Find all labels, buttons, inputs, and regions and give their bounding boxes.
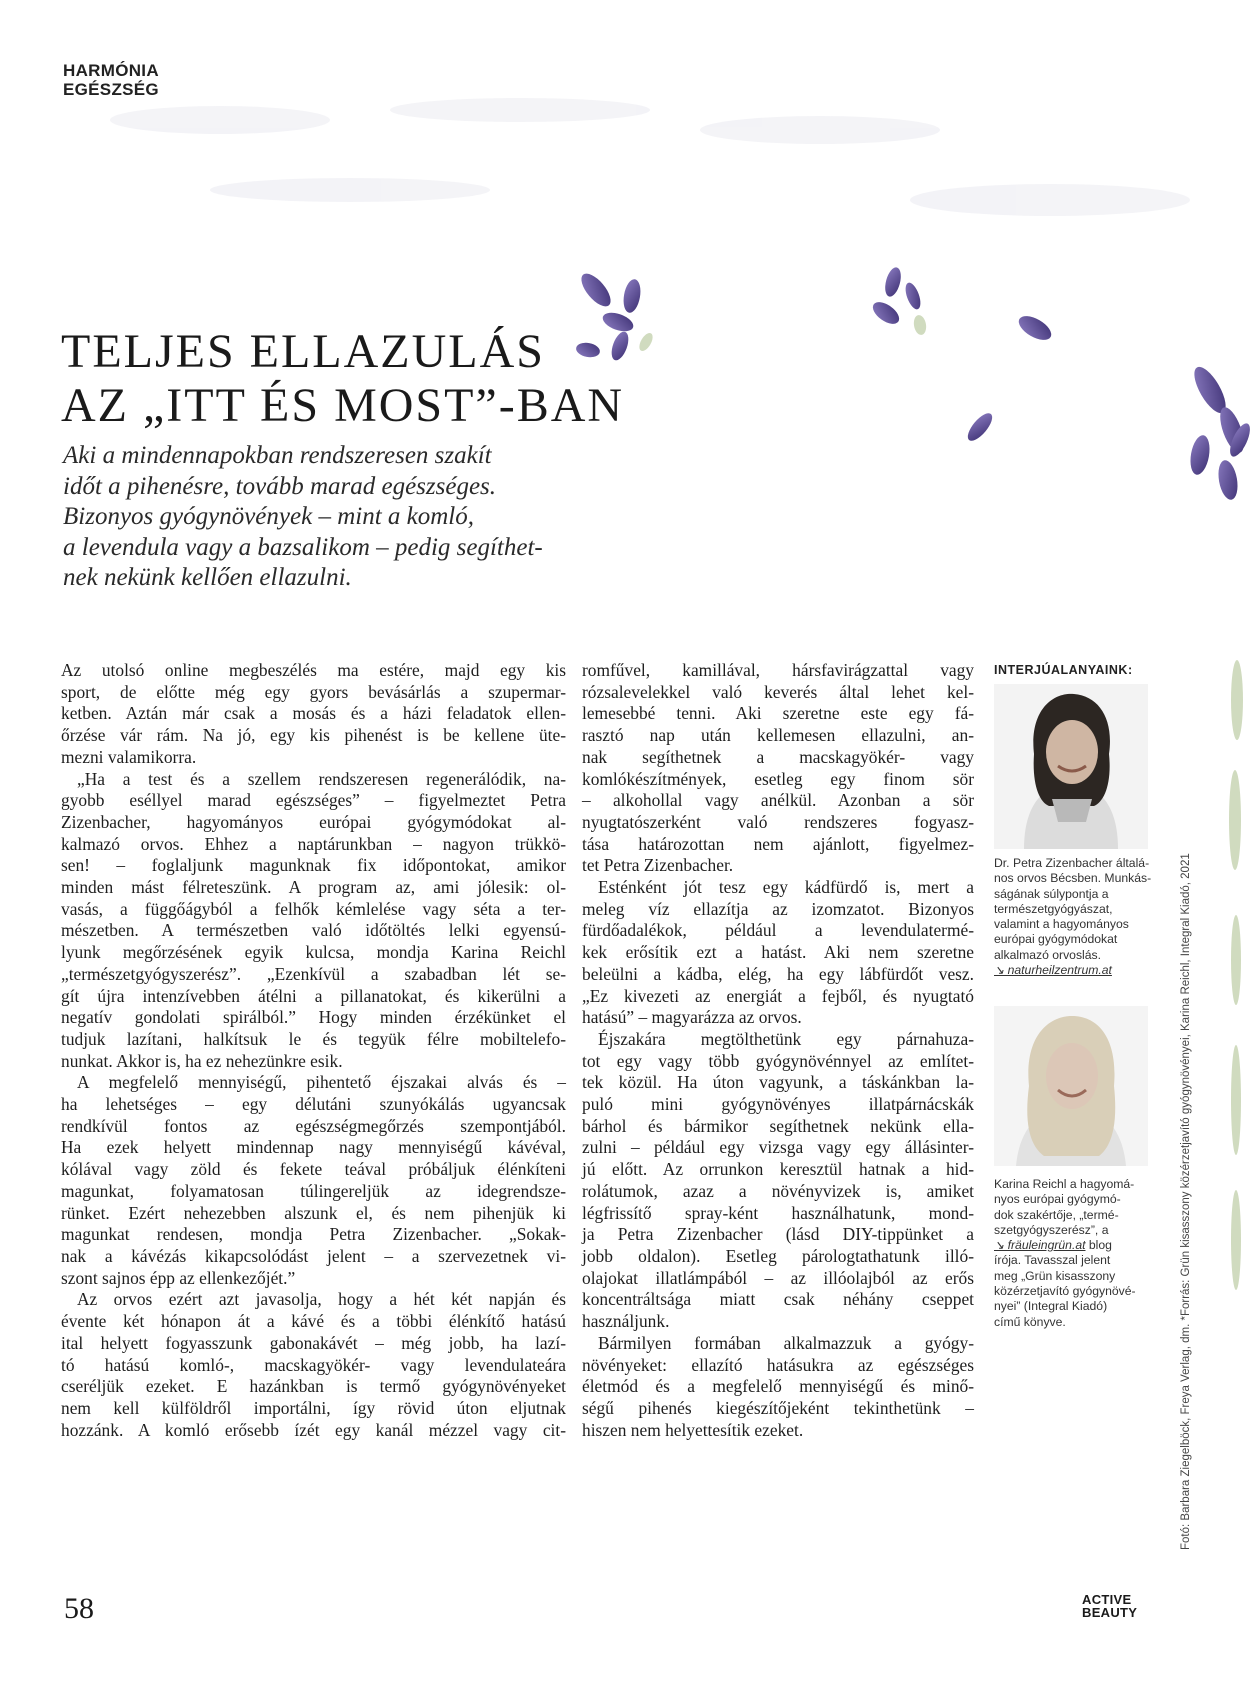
caption-line: természetgyógyászat, [994,901,1113,916]
caption-line: szetgyógyszerész”, a [994,1222,1109,1237]
body-line: ja Petra Zizenbacher (lásd DIY-tippünket a [582,1224,974,1245]
body-line: puló mini gyógynövényes illatpárnácskák [582,1094,974,1115]
caption-karina-reichl [994,1177,1154,1330]
body-line: nem kell külföldről importálni, így rövid úton eljutnak [61,1397,566,1418]
link-frauleingrun[interactable]: ↘ fräuleingrün.at [994,1238,1086,1253]
lead-line: Aki a mindennapokban rendszeresen szakít [63,442,492,469]
caption-line: nos orvos Bécsben. Munkás- [994,871,1152,886]
caption-text: blog [1085,1238,1112,1253]
body-line: évente két hónapon át a kávé és a többi élénkítő hatású [61,1311,566,1332]
body-column-1 [61,660,566,1441]
body-line: mészetben. A természetben való időtöltés lelki egyensú- [61,920,566,941]
caption-line: dok szakértője, „termé- [994,1207,1119,1222]
body-line: sen! – foglaljunk magunknak fix időpontokat, amikor [61,855,566,876]
body-line: ketben. Aztán már csak a mosás és a házi feladatok ellen- [61,703,566,724]
body-line: nyugtatószerként való rendszeres fogyasz- [582,811,974,832]
body-line: rünket. Ezért nehezebben alszunk el, és nem pihenjük ki [61,1202,566,1223]
section-tag-line2: EGÉSZSÉG [63,80,159,99]
body-line: kek erősítik ezt a hatást. Aki nem szeretne [582,942,974,963]
body-line: Bármilyen formában alkalmazzuk a gyógy- [598,1332,974,1353]
body-line: rolátumok, azaz a növényvizek is, amiket [582,1180,974,1201]
photo-credit: Fotó: Barbara Ziegelböck, Freya Verlag, dm. *Forrás: Grün kisasszony közérzetjavító gyógynövényei, Karina Reichl, Integral Kiadó, 2021 [1180,853,1192,1550]
body-line: Esténként jót tesz egy kádfürdő is, mert a [598,877,974,898]
caption-line: közérzetjavító gyógynövé- [994,1284,1136,1299]
body-line: fürdőadalékok, például a levendulatermé- [582,920,974,941]
body-line: Zizenbacher, hagyományos európai gyógymódokat al- [61,811,566,832]
caption-line: meg „Grün kisasszony [994,1268,1116,1283]
section-tag [63,61,159,99]
portrait-photo-petra-zizenbacher [994,684,1148,849]
lead-line: a levendula vagy a bazsalikom – pedig segíthet- [63,533,543,561]
body-line: tet Petra Zizenbacher. [582,855,734,876]
body-line: romfűvel, kamillával, hársfavirágzattal vagy [582,660,974,680]
body-line: vasás, a függőágyból a felhők kémlelése vagy séta a ter- [61,898,566,919]
body-line: rasztó nap után kellemesen ellazulni, an- [582,725,974,746]
body-line: növényeket: ellazító hatásukra az egészséges [582,1354,974,1375]
body-line: nak segíthetnek a macskagyökér- vagy [582,746,974,767]
article-lead [63,441,623,594]
body-line: „természetgyógyszerész”. „Ezenkívül a szabadban lét se- [61,963,566,984]
body-line: hiszen nem helyettesítik ezeket. [582,1419,804,1440]
caption-line: ságának súlypontja a [994,886,1109,901]
page-number: 58 [64,1592,94,1625]
body-line: Éjszakára megtölthetünk egy párnahuza- [598,1028,974,1049]
body-line: Az orvos ezért azt javasolja, hogy a hét két napján és [77,1289,566,1310]
body-line: rendkívül fontos az egészségmegőrzés szempontjából. [61,1115,566,1136]
caption-line: című könyve. [994,1314,1066,1329]
caption-line: Karina Reichl a hagyomá- [994,1177,1135,1191]
body-line: szont sajnos épp az ellenkezőjét.” [61,1267,296,1288]
lead-line: nek nekünk kellően ellazulni. [63,564,352,591]
portrait-icon [994,684,1148,849]
body-line: mezni valamikorra. [61,746,197,767]
body-line: ital helyett fogyasszunk gabonakávét – még jobb, ha lazí- [61,1332,566,1353]
body-line: tot egy vagy több gyógynövénnyel az említet- [582,1050,974,1071]
lead-line: időt a pihenésre, tovább marad egészséges. [63,472,497,500]
body-line: jú előtt. Az orrunkon keresztül hatnak a hid- [582,1159,974,1180]
body-line: tó hatású komló-, macskagyökér- vagy levendulateára [61,1354,566,1375]
interviewees-label: INTERJÚALANYAINK: [994,663,1133,677]
body-line: zulni – például egy vizsga vagy egy állásinter- [582,1137,974,1158]
section-tag-line1: HARMÓNIA [63,61,159,80]
body-line: „Ez kivezeti az energiát a fejből, és nyugtató [582,985,974,1006]
body-line: kólával vagy zöld és fekete teával próbáljuk élénkíteni [61,1159,566,1180]
brand-line2: BEAUTY [1082,1605,1138,1620]
body-line: nunkat. Akkor is, ha ez nehezünkre esik. [61,1050,343,1071]
magazine-brand [1082,1593,1137,1619]
caption-line: nyei” (Integral Kiadó) [994,1299,1108,1314]
headline-line2: AZ „ITT ÉS MOST”-BAN [61,379,625,432]
body-line: tása határozottan nem ajánlott, figyelmez- [582,833,974,854]
body-line: jobb oldalon). Esetleg párologtathatunk illó- [582,1245,974,1266]
body-line: hozzánk. A komló erősebb ízét egy kanál mézzel vagy cit- [61,1419,566,1440]
brand-line1: ACTIVE [1082,1592,1132,1607]
caption-line: nyos európai gyógymó- [994,1192,1121,1207]
body-line: komlókészítmények, esetleg egy finom sör [582,768,974,789]
body-line: ségű pihenés kiegészítőjeként tekinthetünk – [582,1397,974,1418]
caption-link-line [994,1238,1154,1253]
body-line: lyunk megőrzésének egyik kulcsa, mondja Karina Reichl [61,942,566,963]
body-line: magunkat, folyamatosan túlingereljük az idegrendsze- [61,1180,566,1201]
body-line: – alkohollal vagy anélkül. Azonban a sör [582,790,974,811]
body-line: életmód és a megfelelő mennyiségű és minő- [582,1376,974,1397]
body-line: lemesebbé tenni. Aki szeretne este egy fá- [582,703,974,724]
body-line: használjunk. [582,1311,670,1332]
body-line: bárhol és bármikor segíthetnek nekünk ella- [582,1115,974,1136]
body-line: gyobb eséllyel marad egészséges” – figyelmeztet Petra [61,790,566,811]
caption-petra-zizenbacher [994,856,1154,978]
body-line: rózsalevelekkel való keverés által lehet kel- [582,681,974,702]
lead-line: Bizonyos gyógynövények – mint a komló, [63,503,474,530]
body-line: beleülni a kádba, elég, ha egy lábfürdőt vesz. [582,963,974,984]
body-line: sport, de előtte még egy gyors bevásárlás a szupermar- [61,681,566,702]
link-naturheilzentrum[interactable]: ↘ naturheilzentrum.at [994,963,1112,978]
body-line: magunkat rendesen, mondja Petra Zizenbacher. „Sokak- [61,1224,566,1245]
body-line: kalmazó orvos. Ehhez a naptárunkban – nagyon trükkö- [61,833,566,854]
body-line: gít újra intenzívebben átélni a pillanatokat, és kikerülni a [61,985,566,1006]
body-line: légfrissítő spray-ként használhatunk, mond- [582,1202,974,1223]
caption-line: alkalmazó orvoslás. [994,947,1102,962]
body-line: koncentráltsága miatt csak néhány cseppet [582,1289,974,1310]
body-line: minden mást félreteszünk. A program az, ami jólesik: ol- [61,877,566,898]
caption-line: írója. Tavasszal jelent [994,1253,1111,1268]
portrait-photo-karina-reichl [994,1006,1148,1166]
body-column-2 [582,660,974,1441]
body-line: meleg víz ellazítja az izomzatot. Bizonyos [582,898,974,919]
caption-line: Dr. Petra Zizenbacher általá- [994,856,1150,870]
body-line: olajokat illatlámpából – az illóolajból az erős [582,1267,974,1288]
body-line: nak a kávézás kikapcsolódást jelent – a szervezetnek vi- [61,1245,566,1266]
body-line: ha lehetséges – egy délutáni szunyókálás ugyancsak [61,1094,566,1115]
portrait-icon [994,1006,1148,1166]
body-line: tudjuk lazítani, halkítsuk le és tegyük félre mobiltelefo- [61,1028,566,1049]
body-line: cseréljük ezeket. E hazánkban is termő gyógynövényeket [61,1376,566,1397]
body-line: tek közül. Ha úton vagyunk, a táskánkban la- [582,1072,974,1093]
caption-line: európai gyógymódokat [994,932,1118,947]
caption-line: valamint a hagyományos [994,917,1129,932]
body-line: őrzése vár rám. Na jó, egy kis pihenést is be kellene üte- [61,725,566,746]
body-line: A megfelelő mennyiségű, pihentető éjszakai alvás és – [77,1072,566,1093]
body-line: negatív gondolati spirálból.” Hogy minden érzékünket el [61,1007,566,1028]
headline-line1: TELJES ELLAZULÁS [61,325,545,378]
body-line: „Ha a test és a szellem rendszeresen regenerálódik, na- [77,768,566,789]
body-line: hatású” – magyarázza az orvos. [582,1007,802,1028]
body-line: Ha ezek helyett mindennap nagy mennyiségű kávéval, [61,1137,566,1158]
article-headline [61,325,701,433]
body-line: Az utolsó online megbeszélés ma estére, majd egy kis [61,660,566,680]
